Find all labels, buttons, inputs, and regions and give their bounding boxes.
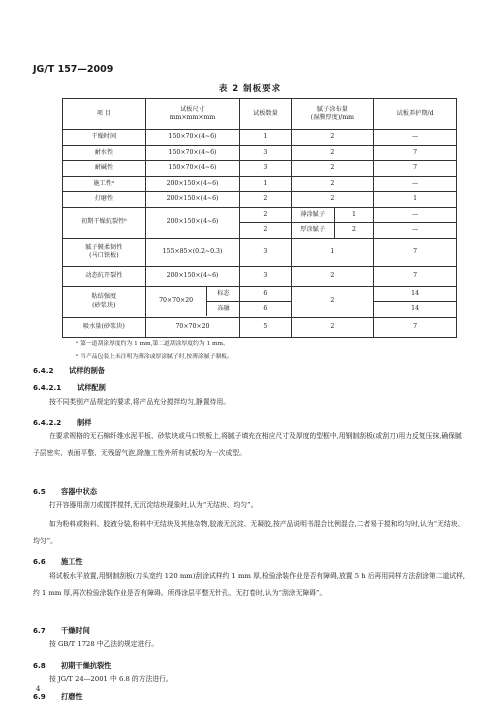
header-size: 试板尺寸 mm×mm×mm: [145, 99, 240, 130]
section-heading: 6.7 干燥时间: [33, 626, 90, 635]
table-row: 腻子膜柔韧性 (马口铁板) 155×85×(0.2~0.3) 3 1 7: [63, 238, 457, 266]
header-count: 试板数量: [240, 99, 291, 130]
section-heading: 6.4.2.2 制样: [33, 418, 92, 427]
paragraph: 如为粉料或粉料、胶液分装,粉料中无结块及其他杂物,胶液无沉淀、无凝胶,按产品说明书混合比例混合,二者易于搅和均匀时,认为“无结块、均匀”。: [33, 520, 465, 545]
footnote-a: ᵃ 第一道刮涂厚度约为 1 mm,第二道刮涂厚度约为 1 mm。: [76, 341, 229, 347]
table-row: 耐水性 150×70×(4~6) 3 2 7: [63, 145, 457, 161]
section-heading: 6.8 初期干燥抗裂性: [33, 661, 112, 670]
section-heading: 6.5 容器中状态: [33, 487, 97, 496]
paragraph: 打开容器用刮刀或搅拌搅拌,无沉淀结块现象时,认为“无结块、均匀”。: [49, 501, 258, 509]
header-item: 项 目: [63, 99, 146, 130]
table-row: 粘结强度 (砂浆块) 70×70×20 标态 冻融 6 2 14: [63, 286, 457, 302]
footnote-b: ᵇ 当产品包装上未注明为薄涂或厚涂腻子时,按薄涂腻子制板。: [76, 354, 233, 360]
section-heading: 6.4.2.1 试样配制: [33, 383, 106, 392]
header-coat: 腻子涂布量 (湿膜厚度)/mm: [291, 99, 374, 130]
table-caption: 表 2 制板要求: [218, 84, 282, 94]
requirements-table: [62, 98, 457, 338]
table-row: 2 厚涂腻子 2 —: [63, 223, 457, 239]
table-row: 耐碱性 150×70×(4~6) 3 2 7: [63, 161, 457, 177]
table-row: 干燥时间 150×70×(4~6) 1 2 —: [63, 130, 457, 146]
table-row: 6 14: [63, 302, 457, 318]
section-heading: 6.9 打磨性: [33, 692, 83, 701]
standard-code: JG/T 157—2009: [33, 64, 114, 75]
table-header-row: [63, 99, 457, 130]
table-row: 吸水量(砂浆块) 70×70×20 5 2 7: [63, 317, 457, 337]
header-cure: 试板养护期/d: [374, 99, 457, 130]
table-row: 初期干燥抗裂性ᵇ 200×150×(4~6) 2 薄涂腻子 1 —: [63, 207, 457, 223]
paragraph: 将试板水平放置,用钢制刮板(刀头宽约 120 mm)刮涂试样约 1 mm 厚,检验涂装作业是否有障碍,放置 5 h 后再用同样方法刮涂第二道试样,约 1 mm 厚,再次检验涂装作业是否有障碍。所得涂层平整无针孔、无打卷时,认为“刮涂无障碍”。: [33, 572, 466, 597]
table-row: 打磨性 200×150×(4~6) 2 2 1: [63, 192, 457, 208]
paragraph: 在要求规格的无石棉纤维水泥平板、砂浆块或马口铁板上,将腻子填充在相应尺寸及厚度的型框中,用钢制刮板(或刮刀)用力反复压抹,确保腻子层密实、表面平整、无残留气泡,除施工性外所有试板均为一次成型。: [33, 432, 462, 457]
paragraph: 按不同类别产品规定的要求,将产品充分搅拌均匀,静置待用。: [49, 398, 231, 406]
table-row: 施工性ᵃ 200×150×(4~6) 1 2 —: [63, 176, 457, 192]
page-number: 4: [36, 685, 41, 693]
table-row: 动态抗开裂性 200×150×(4~6) 3 2 7: [63, 266, 457, 286]
paragraph: 按 GB/T 1728 中乙法的规定进行。: [49, 640, 158, 648]
paragraph: 按 JG/T 24—2001 中 6.8 的方法进行。: [49, 675, 173, 683]
section-heading: 6.4.2 试样的制备: [33, 366, 105, 375]
section-heading: 6.6 施工性: [33, 557, 83, 566]
